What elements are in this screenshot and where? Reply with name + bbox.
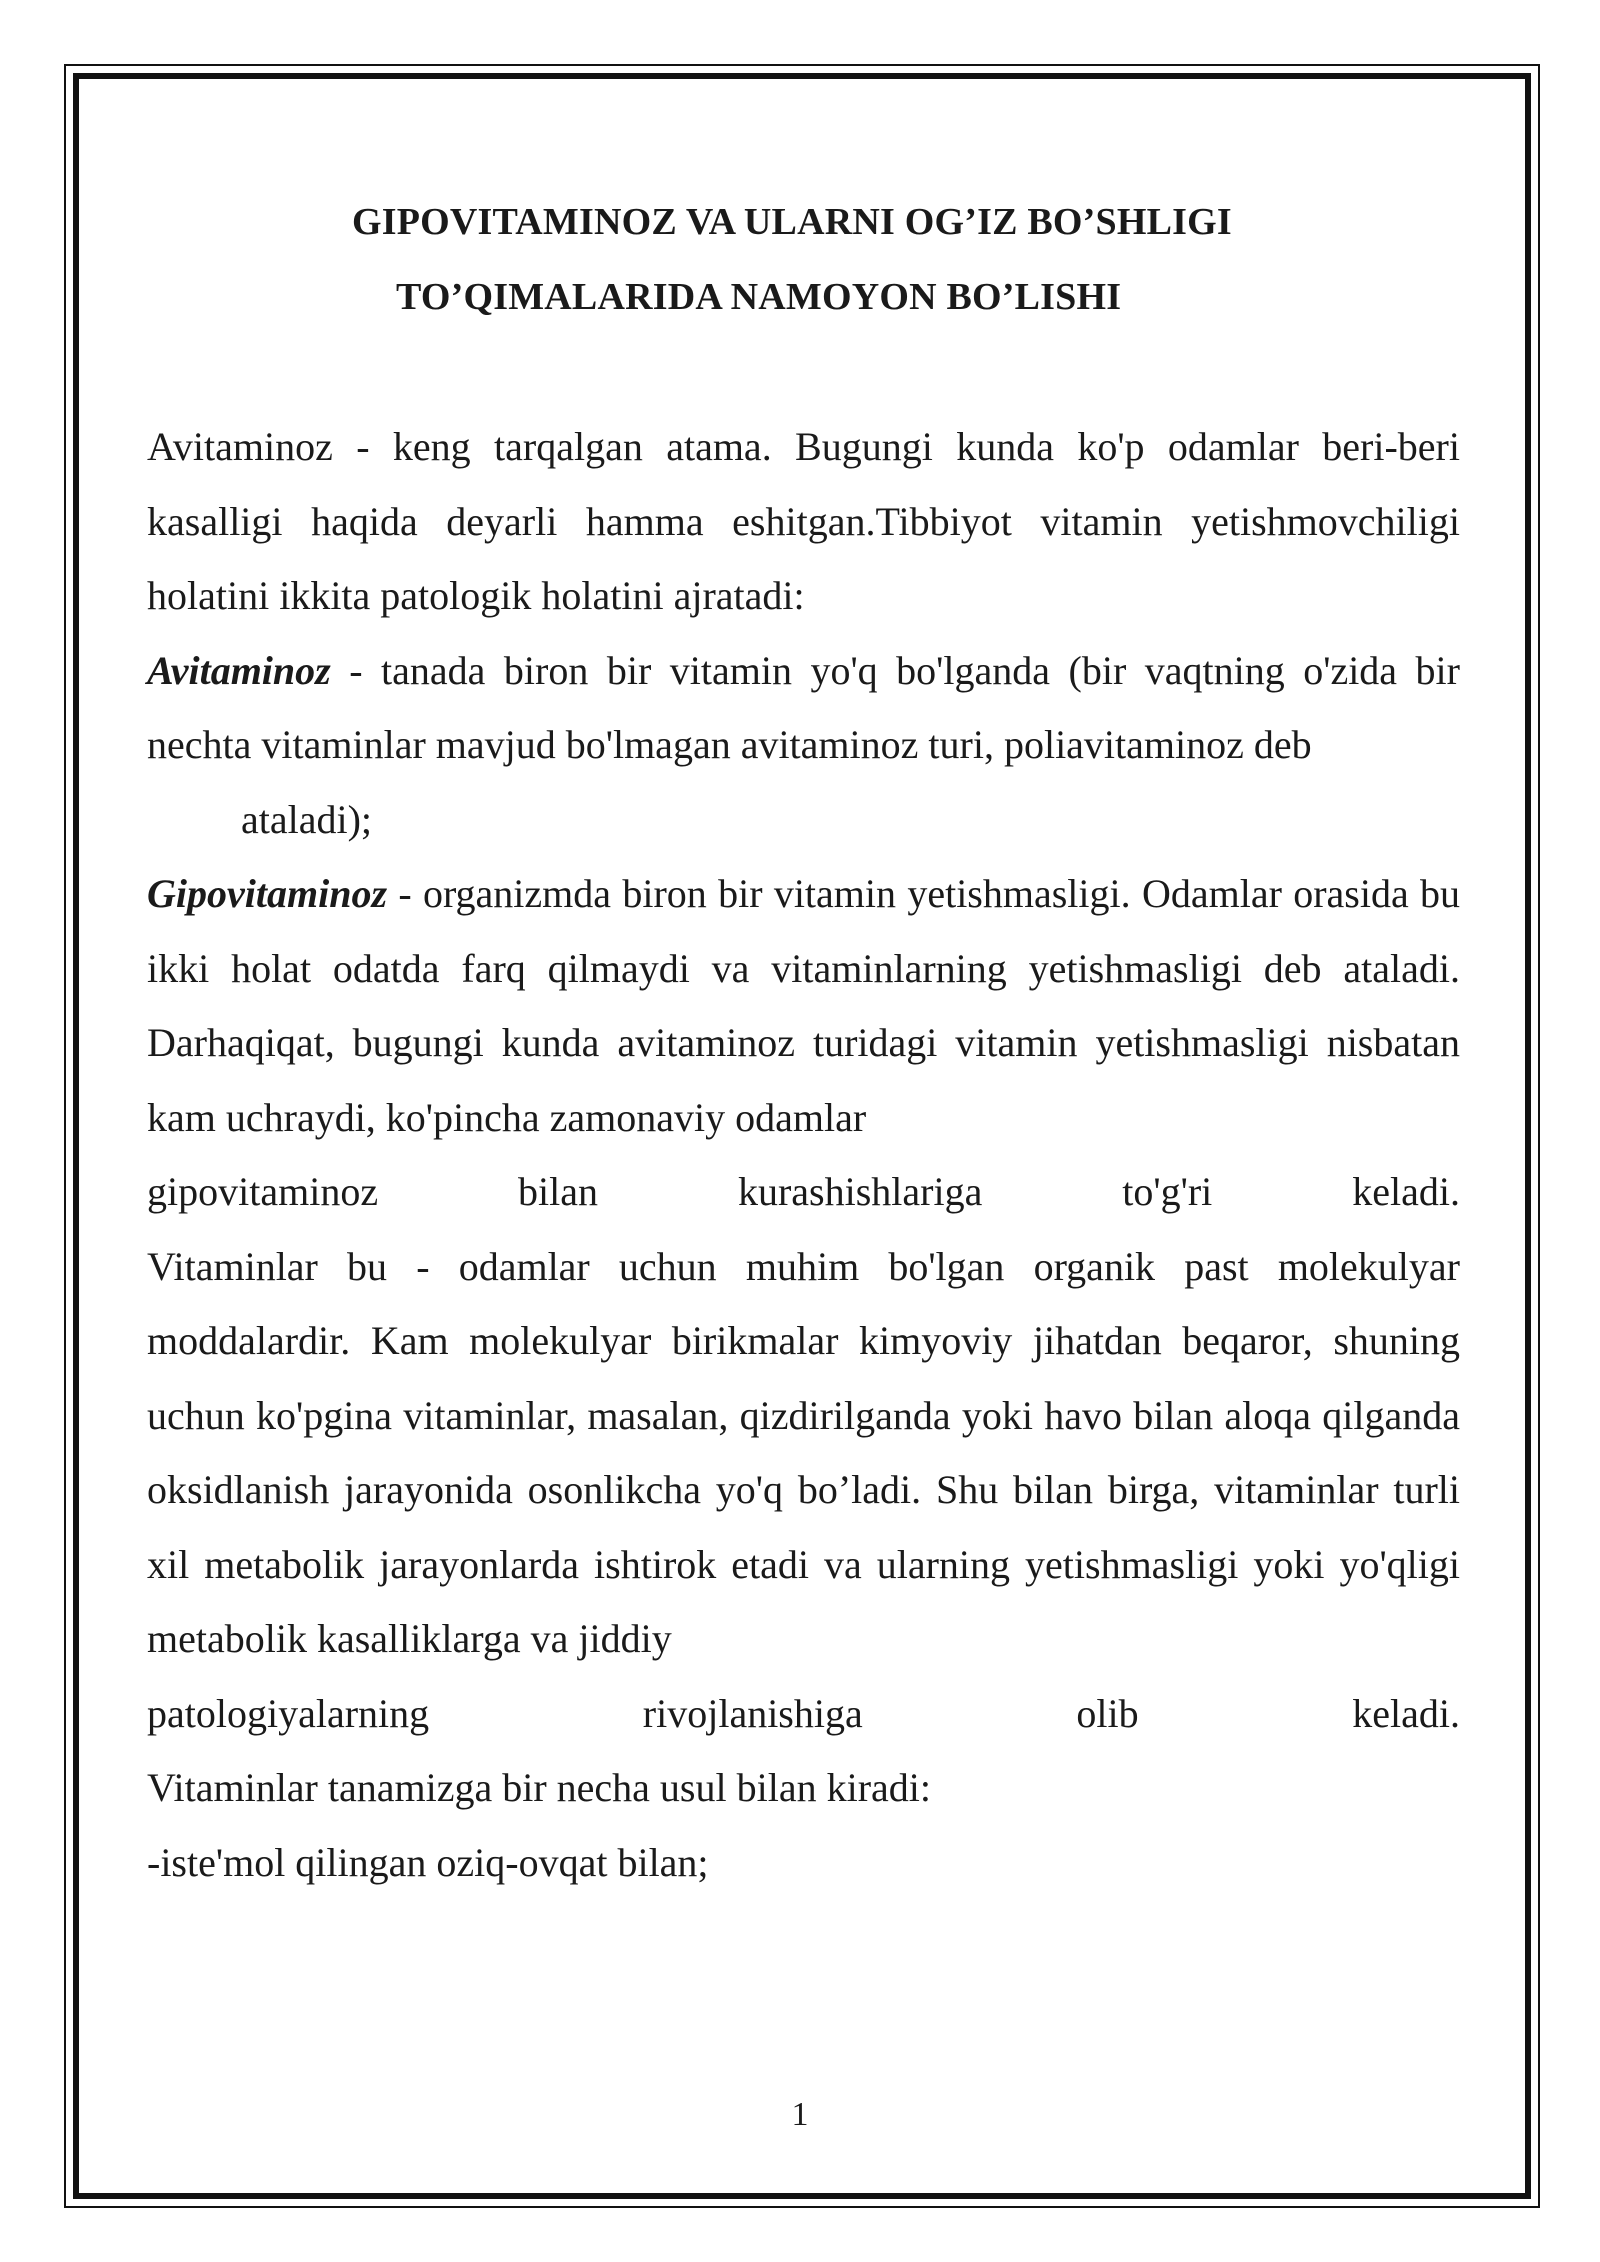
usul-line: Vitaminlar tanamizga bir necha usul bilan kiradi: <box>147 1765 932 1810</box>
line-word: rivojlanishiga <box>642 1690 863 1736</box>
avitaminoz-paragraph <box>147 634 1460 783</box>
document-title-line-2: TO’QIMALARIDA NAMOYON BO’LISHI <box>396 276 1122 318</box>
avitaminoz-definition: - tanada biron bir vitamin yo'q bo'lganda (bir vaqtning o'zida bir nechta vitaminlar mavjud bo'lmagan avitaminoz turi, poliavitaminoz deb <box>147 647 1460 767</box>
page-number: 1 <box>791 2096 809 2133</box>
vitaminlar-paragraph: Vitaminlar bu - odamlar uchun muhim bo'lgan organik past molekulyar moddalardir. Kam molekulyar birikmalar kimyoviy jihatdan beqaror, shuning uchun ko'pgina vitaminlar, masalan, qizdirilganda yoki havo bilan aloqa qilganda oksidlanish jarayonida osonlikcha yo'q bo’ladi. Shu bilan birga, vitaminlar turli xil metabolik jarayonlarda ishtirok etadi va ularning yetishmasligi yoki yo'qligi metabolik kasalliklarga va jiddiy <box>147 1243 1460 1661</box>
line-word: kurashishlariga <box>737 1169 983 1214</box>
gipovitaminoz-definition: - organizmda biron bir vitamin yetishmasligi. Odamlar orasida bu ikki holat odatda farq qilmaydi va vitaminlarning yetishmasligi deb ataladi. Darhaqiqat, bugungi kunda avitaminoz turidagi vitamin yetishmasligi nisbatan kam uchraydi, ko'pincha zamonaviy odamlar <box>147 871 1460 1140</box>
line-word: to'g'ri <box>1122 1169 1213 1214</box>
line-word: keladi. <box>1352 1690 1460 1736</box>
avitaminoz-term: Avitaminoz <box>147 647 331 693</box>
line-word: bilan <box>518 1169 599 1214</box>
document-body <box>147 410 1460 1900</box>
line-word: gipovitaminoz <box>147 1169 379 1214</box>
line-word: patologiyalarning <box>147 1690 430 1736</box>
gipovitaminoz-justified-line <box>147 1155 1460 1230</box>
patologiya-justified-line <box>147 1677 1460 1752</box>
line-word: olib <box>1076 1690 1139 1736</box>
gipovitaminoz-term: Gipovitaminoz <box>147 871 388 916</box>
avitaminoz-paragraph-end: ataladi); <box>241 796 373 842</box>
gipovitaminoz-paragraph <box>147 857 1460 1155</box>
intro-paragraph: Avitaminoz - keng tarqalgan atama. Bugungi kunda ko'p odamlar beri-beri kasalligi haqida deyarli hamma eshitgan.Tibbiyot vitamin yetishmovchiligi holatini ikkita patologik holatini ajratadi: <box>147 424 1460 618</box>
document-title-line-1: GIPOVITAMINOZ VA ULARNI OG’IZ BO’SHLIGI <box>352 201 1232 243</box>
list-item: -iste'mol qilingan oziq-ovqat bilan; <box>147 1839 709 1885</box>
line-word: keladi. <box>1352 1169 1460 1214</box>
